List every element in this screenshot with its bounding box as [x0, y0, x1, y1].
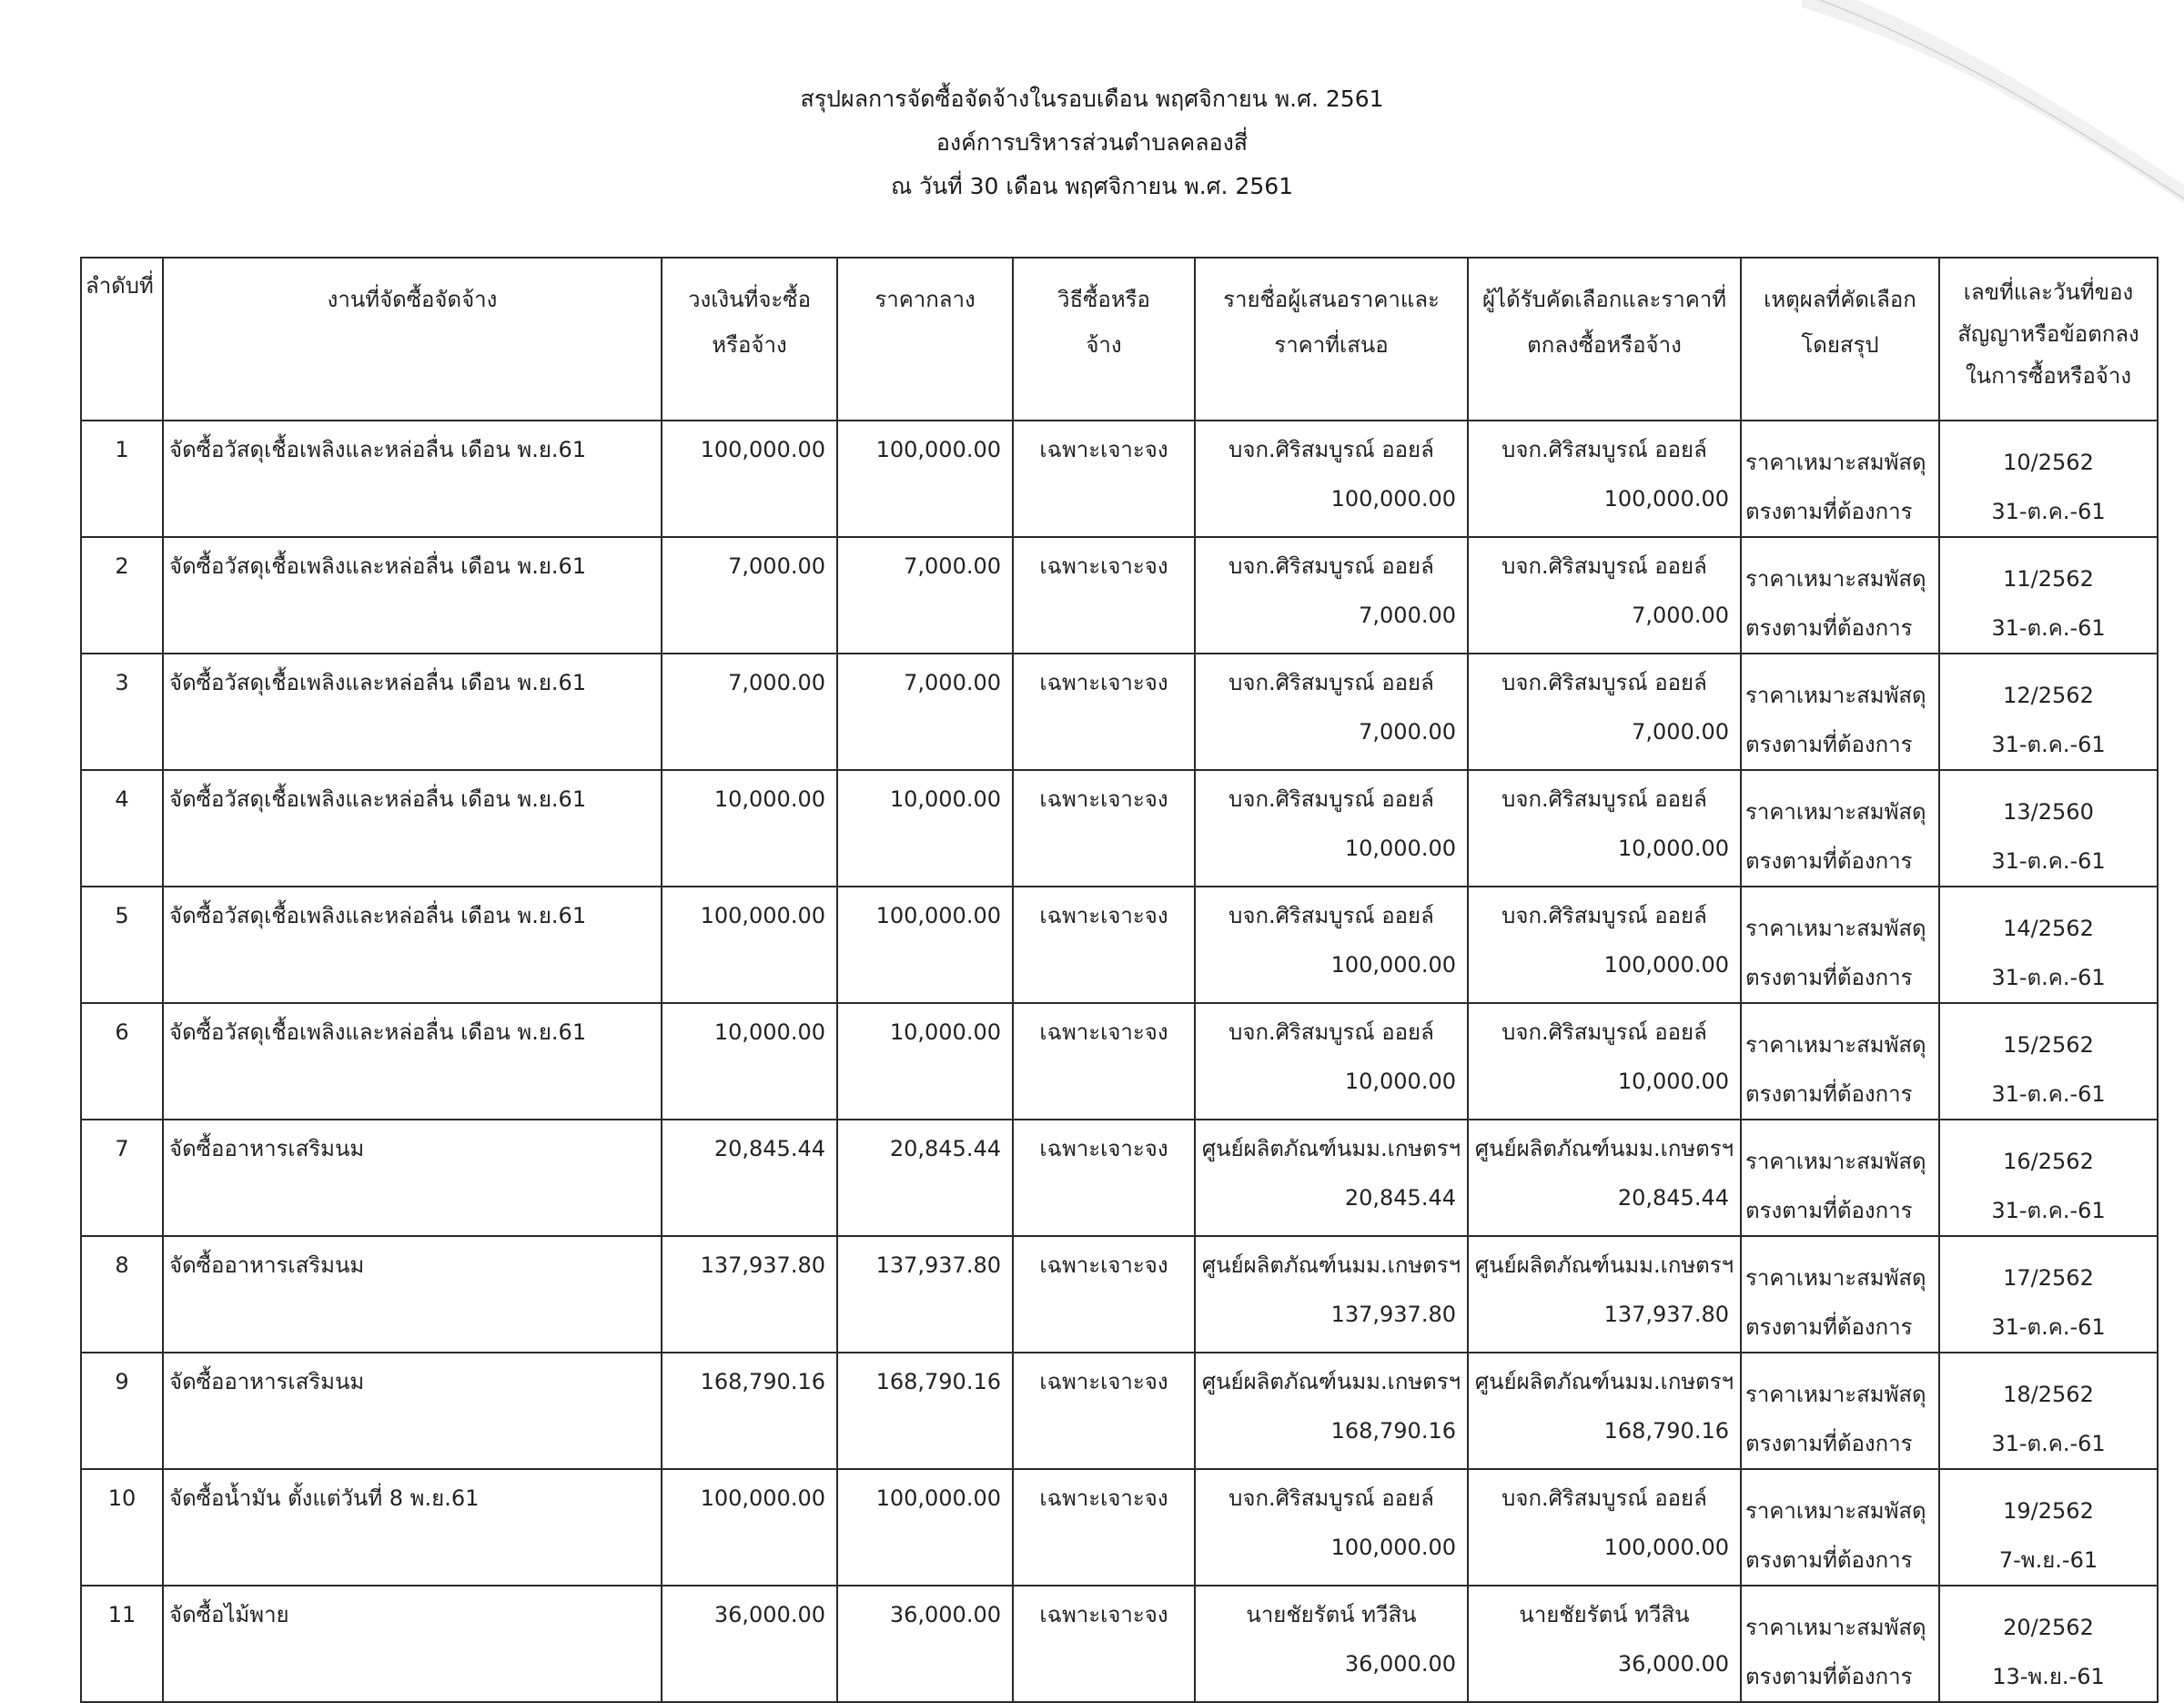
- winner-name: ศูนย์ผลิตภัณฑ์นมม.เกษตรฯ: [1474, 1252, 1734, 1278]
- contract-number: 14/2562: [2003, 916, 2094, 941]
- reason-line1: ราคาเหมาะสมพัสดุ: [1745, 1382, 1926, 1407]
- cell-contract: [1939, 1120, 2158, 1236]
- cell-no: 9: [81, 1353, 163, 1469]
- reason-line1: ราคาเหมาะสมพัสดุ: [1745, 1032, 1926, 1058]
- winner-name: ศูนย์ผลิตภัณฑ์นมม.เกษตรฯ: [1474, 1369, 1734, 1394]
- cell-reason: [1741, 654, 1939, 770]
- bidder-price: 100,000.00: [1330, 952, 1456, 978]
- cell-method: เฉพาะเจาะจง: [1013, 887, 1195, 1003]
- cell-reason: [1741, 1236, 1939, 1353]
- bidder-name: บจก.ศิริสมบูรณ์ ออยล์: [1228, 903, 1434, 928]
- cell-winner: [1468, 1586, 1741, 1702]
- col-header-no: ลำดับที่: [81, 258, 163, 421]
- report-title: สรุปผลการจัดซื้อจัดจ้างในรอบเดือน พฤศจิกายน พ.ศ. 2561: [800, 86, 1384, 112]
- cell-median-price: 100,000.00: [837, 887, 1013, 1003]
- winner-price: 20,845.44: [1617, 1185, 1729, 1211]
- cell-bidder: [1195, 1469, 1468, 1586]
- bidder-name: ศูนย์ผลิตภัณฑ์นมม.เกษตรฯ: [1201, 1369, 1461, 1394]
- procurement-table: [80, 257, 2159, 1703]
- bidder-name: บจก.ศิริสมบูรณ์ ออยล์: [1228, 786, 1434, 812]
- contract-number: 19/2562: [2003, 1498, 2094, 1524]
- col-header-reason: เหตุผลที่คัดเลือก โดยสรุป: [1741, 258, 1939, 421]
- table-header-row: [81, 258, 2158, 421]
- cell-task: จัดซื้อวัสดุเชื้อเพลิงและหล่อลื่น เดือน พ.ย.61: [163, 770, 662, 887]
- bidder-name: บจก.ศิริสมบูรณ์ ออยล์: [1228, 1019, 1434, 1045]
- cell-bidder: [1195, 1120, 1468, 1236]
- cell-budget: 100,000.00: [662, 421, 837, 537]
- cell-method: เฉพาะเจาะจง: [1013, 770, 1195, 887]
- cell-budget: 100,000.00: [662, 887, 837, 1003]
- cell-task: จัดซื้อวัสดุเชื้อเพลิงและหล่อลื่น เดือน พ.ย.61: [163, 887, 662, 1003]
- cell-task: จัดซื้อน้ำมัน ตั้งแต่วันที่ 8 พ.ย.61: [163, 1469, 662, 1586]
- cell-budget: 36,000.00: [662, 1586, 837, 1702]
- bidder-price: 10,000.00: [1344, 836, 1456, 861]
- bidder-price: 100,000.00: [1330, 486, 1456, 512]
- contract-date: 31-ต.ค.-61: [1991, 1431, 2106, 1456]
- cell-task: จัดซื้ออาหารเสริมนม: [163, 1353, 662, 1469]
- cell-task: จัดซื้ออาหารเสริมนม: [163, 1120, 662, 1236]
- table-body: [81, 421, 2158, 1702]
- cell-no: 2: [81, 537, 163, 654]
- cell-no: 10: [81, 1469, 163, 1586]
- cell-winner: [1468, 1353, 1741, 1469]
- cell-bidder: [1195, 421, 1468, 537]
- col-header-budget: วงเงินที่จะซื้อ หรือจ้าง: [662, 258, 837, 421]
- cell-budget: 100,000.00: [662, 1469, 837, 1586]
- reason-line2: ตรงตามที่ต้องการ: [1745, 1198, 1913, 1223]
- winner-name: บจก.ศิริสมบูรณ์ ออยล์: [1502, 1485, 1707, 1511]
- bidder-price: 10,000.00: [1344, 1069, 1456, 1094]
- contract-number: 20/2562: [2003, 1615, 2094, 1640]
- cell-contract: [1939, 654, 2158, 770]
- cell-reason: [1741, 1003, 1939, 1120]
- reason-line2: ตรงตามที่ต้องการ: [1745, 1664, 1913, 1689]
- cell-bidder: [1195, 1353, 1468, 1469]
- winner-price: 100,000.00: [1603, 486, 1729, 512]
- cell-no: 6: [81, 1003, 163, 1120]
- reason-line1: ราคาเหมาะสมพัสดุ: [1745, 1265, 1926, 1291]
- cell-median-price: 100,000.00: [837, 421, 1013, 537]
- document-header: [0, 84, 2184, 215]
- winner-price: 100,000.00: [1603, 1535, 1729, 1560]
- bidder-price: 168,790.16: [1330, 1418, 1456, 1444]
- cell-budget: 10,000.00: [662, 1003, 837, 1120]
- bidder-name: บจก.ศิริสมบูรณ์ ออยล์: [1228, 670, 1434, 695]
- table-row: [81, 537, 2158, 654]
- cell-method: เฉพาะเจาะจง: [1013, 421, 1195, 537]
- cell-reason: [1741, 1120, 1939, 1236]
- reason-line2: ตรงตามที่ต้องการ: [1745, 848, 1913, 874]
- cell-method: เฉพาะเจาะจง: [1013, 537, 1195, 654]
- winner-name: บจก.ศิริสมบูรณ์ ออยล์: [1502, 1019, 1707, 1045]
- cell-bidder: [1195, 887, 1468, 1003]
- cell-method: เฉพาะเจาะจง: [1013, 1469, 1195, 1586]
- cell-reason: [1741, 537, 1939, 654]
- winner-name: บจก.ศิริสมบูรณ์ ออยล์: [1502, 786, 1707, 812]
- winner-price: 7,000.00: [1632, 603, 1729, 628]
- col-header-median-price: ราคากลาง: [837, 258, 1013, 421]
- cell-median-price: 20,845.44: [837, 1120, 1013, 1236]
- cell-no: 7: [81, 1120, 163, 1236]
- reason-line1: ราคาเหมาะสมพัสดุ: [1745, 450, 1926, 475]
- cell-reason: [1741, 887, 1939, 1003]
- contract-number: 12/2562: [2003, 683, 2094, 708]
- reason-line1: ราคาเหมาะสมพัสดุ: [1745, 1615, 1926, 1640]
- table-row: [81, 1120, 2158, 1236]
- contract-date: 31-ต.ค.-61: [1991, 848, 2106, 874]
- winner-price: 168,790.16: [1603, 1418, 1729, 1444]
- contract-number: 17/2562: [2003, 1265, 2094, 1291]
- bidder-price: 20,845.44: [1344, 1185, 1456, 1211]
- cell-budget: 20,845.44: [662, 1120, 837, 1236]
- cell-bidder: [1195, 1586, 1468, 1702]
- contract-date: 31-ต.ค.-61: [1991, 732, 2106, 757]
- cell-no: 5: [81, 887, 163, 1003]
- cell-bidder: [1195, 1003, 1468, 1120]
- bidder-price: 100,000.00: [1330, 1535, 1456, 1560]
- cell-no: 1: [81, 421, 163, 537]
- col-header-winner: ผู้ได้รับคัดเลือกและราคาที่ ตกลงซื้อหรือจ้าง: [1468, 258, 1741, 421]
- cell-budget: 10,000.00: [662, 770, 837, 887]
- cell-method: เฉพาะเจาะจง: [1013, 1353, 1195, 1469]
- bidder-name: นายชัยรัตน์ ทวีสิน: [1246, 1602, 1417, 1627]
- contract-number: 15/2562: [2003, 1032, 2094, 1058]
- cell-median-price: 100,000.00: [837, 1469, 1013, 1586]
- cell-median-price: 168,790.16: [837, 1353, 1013, 1469]
- cell-winner: [1468, 537, 1741, 654]
- bidder-name: บจก.ศิริสมบูรณ์ ออยล์: [1228, 1485, 1434, 1511]
- cell-contract: [1939, 1353, 2158, 1469]
- cell-budget: 137,937.80: [662, 1236, 837, 1353]
- organization-name: องค์การบริหารส่วนตำบลคลองสี่: [935, 129, 1249, 156]
- cell-budget: 168,790.16: [662, 1353, 837, 1469]
- winner-price: 10,000.00: [1617, 836, 1729, 861]
- winner-name: บจก.ศิริสมบูรณ์ ออยล์: [1502, 553, 1707, 579]
- bidder-price: 7,000.00: [1359, 719, 1456, 745]
- reason-line1: ราคาเหมาะสมพัสดุ: [1745, 799, 1926, 825]
- cell-bidder: [1195, 770, 1468, 887]
- cell-contract: [1939, 1236, 2158, 1353]
- cell-winner: [1468, 421, 1741, 537]
- bidder-price: 137,937.80: [1330, 1302, 1456, 1327]
- table-row: [81, 770, 2158, 887]
- reason-line2: ตรงตามที่ต้องการ: [1745, 499, 1913, 524]
- cell-reason: [1741, 1353, 1939, 1469]
- cell-winner: [1468, 1236, 1741, 1353]
- table-row: [81, 1236, 2158, 1353]
- cell-method: เฉพาะเจาะจง: [1013, 654, 1195, 770]
- cell-method: เฉพาะเจาะจง: [1013, 1003, 1195, 1120]
- reason-line1: ราคาเหมาะสมพัสดุ: [1745, 566, 1926, 592]
- winner-price: 36,000.00: [1617, 1651, 1729, 1677]
- reason-line2: ตรงตามที่ต้องการ: [1745, 965, 1913, 990]
- contract-date: 7-พ.ย.-61: [1998, 1547, 2098, 1573]
- table-row: [81, 1353, 2158, 1469]
- cell-contract: [1939, 1003, 2158, 1120]
- col-header-contract: เลขที่และวันที่ของ สัญญาหรือข้อตกลง ในการซื้อหรือจ้าง: [1939, 258, 2158, 421]
- table-row: [81, 1469, 2158, 1586]
- col-header-task: งานที่จัดซื้อจัดจ้าง: [163, 258, 662, 421]
- bidder-price: 36,000.00: [1344, 1651, 1456, 1677]
- cell-median-price: 10,000.00: [837, 770, 1013, 887]
- winner-name: บจก.ศิริสมบูรณ์ ออยล์: [1502, 437, 1707, 462]
- reason-line1: ราคาเหมาะสมพัสดุ: [1745, 1498, 1926, 1524]
- bidder-name: บจก.ศิริสมบูรณ์ ออยล์: [1228, 437, 1434, 462]
- cell-winner: [1468, 887, 1741, 1003]
- reason-line2: ตรงตามที่ต้องการ: [1745, 615, 1913, 641]
- cell-budget: 7,000.00: [662, 537, 837, 654]
- cell-contract: [1939, 887, 2158, 1003]
- reason-line1: ราคาเหมาะสมพัสดุ: [1745, 1149, 1926, 1174]
- table-row: [81, 887, 2158, 1003]
- contract-number: 13/2560: [2003, 799, 2094, 825]
- cell-contract: [1939, 421, 2158, 537]
- bidder-name: ศูนย์ผลิตภัณฑ์นมม.เกษตรฯ: [1201, 1252, 1461, 1278]
- cell-bidder: [1195, 1236, 1468, 1353]
- report-date: ณ วันที่ 30 เดือน พฤศจิกายน พ.ศ. 2561: [890, 173, 1294, 199]
- cell-bidder: [1195, 537, 1468, 654]
- reason-line2: ตรงตามที่ต้องการ: [1745, 1081, 1913, 1107]
- winner-name: นายชัยรัตน์ ทวีสิน: [1519, 1602, 1690, 1627]
- contract-date: 31-ต.ค.-61: [1991, 1081, 2106, 1107]
- bidder-name: ศูนย์ผลิตภัณฑ์นมม.เกษตรฯ: [1201, 1136, 1461, 1161]
- contract-number: 11/2562: [2003, 566, 2094, 592]
- cell-median-price: 36,000.00: [837, 1586, 1013, 1702]
- reason-line1: ราคาเหมาะสมพัสดุ: [1745, 683, 1926, 708]
- contract-number: 16/2562: [2003, 1149, 2094, 1174]
- cell-method: เฉพาะเจาะจง: [1013, 1586, 1195, 1702]
- table-row: [81, 421, 2158, 537]
- winner-price: 137,937.80: [1603, 1302, 1729, 1327]
- col-header-bidders: รายชื่อผู้เสนอราคาและ ราคาที่เสนอ: [1195, 258, 1468, 421]
- bidder-name: บจก.ศิริสมบูรณ์ ออยล์: [1228, 553, 1434, 579]
- cell-winner: [1468, 770, 1741, 887]
- cell-method: เฉพาะเจาะจง: [1013, 1236, 1195, 1353]
- contract-number: 10/2562: [2003, 450, 2094, 475]
- cell-contract: [1939, 1469, 2158, 1586]
- winner-price: 100,000.00: [1603, 952, 1729, 978]
- winner-name: บจก.ศิริสมบูรณ์ ออยล์: [1502, 670, 1707, 695]
- contract-number: 18/2562: [2003, 1382, 2094, 1407]
- cell-winner: [1468, 1120, 1741, 1236]
- table-row: [81, 1003, 2158, 1120]
- cell-median-price: 7,000.00: [837, 654, 1013, 770]
- reason-line2: ตรงตามที่ต้องการ: [1745, 1547, 1913, 1573]
- reason-line2: ตรงตามที่ต้องการ: [1745, 732, 1913, 757]
- bidder-price: 7,000.00: [1359, 603, 1456, 628]
- winner-name: บจก.ศิริสมบูรณ์ ออยล์: [1502, 903, 1707, 928]
- cell-median-price: 10,000.00: [837, 1003, 1013, 1120]
- cell-task: จัดซื้อวัสดุเชื้อเพลิงและหล่อลื่น เดือน พ.ย.61: [163, 1003, 662, 1120]
- reason-line2: ตรงตามที่ต้องการ: [1745, 1431, 1913, 1456]
- table-row: [81, 654, 2158, 770]
- cell-reason: [1741, 1469, 1939, 1586]
- contract-date: 31-ต.ค.-61: [1991, 965, 2106, 990]
- cell-no: 3: [81, 654, 163, 770]
- cell-task: จัดซื้อวัสดุเชื้อเพลิงและหล่อลื่น เดือน พ.ย.61: [163, 654, 662, 770]
- cell-winner: [1468, 1003, 1741, 1120]
- cell-no: 8: [81, 1236, 163, 1353]
- cell-no: 11: [81, 1586, 163, 1702]
- contract-date: 31-ต.ค.-61: [1991, 615, 2106, 641]
- cell-reason: [1741, 421, 1939, 537]
- contract-date: 31-ต.ค.-61: [1991, 499, 2106, 524]
- cell-task: จัดซื้อวัสดุเชื้อเพลิงและหล่อลื่น เดือน พ.ย.61: [163, 537, 662, 654]
- cell-method: เฉพาะเจาะจง: [1013, 1120, 1195, 1236]
- cell-contract: [1939, 1586, 2158, 1702]
- table-row: [81, 1586, 2158, 1702]
- reason-line2: ตรงตามที่ต้องการ: [1745, 1314, 1913, 1340]
- cell-reason: [1741, 770, 1939, 887]
- winner-price: 10,000.00: [1617, 1069, 1729, 1094]
- contract-date: 31-ต.ค.-61: [1991, 1314, 2106, 1340]
- cell-median-price: 137,937.80: [837, 1236, 1013, 1353]
- cell-winner: [1468, 1469, 1741, 1586]
- cell-task: จัดซื้ออาหารเสริมนม: [163, 1236, 662, 1353]
- cell-contract: [1939, 770, 2158, 887]
- reason-line1: ราคาเหมาะสมพัสดุ: [1745, 916, 1926, 941]
- cell-no: 4: [81, 770, 163, 887]
- winner-name: ศูนย์ผลิตภัณฑ์นมม.เกษตรฯ: [1474, 1136, 1734, 1161]
- cell-contract: [1939, 537, 2158, 654]
- cell-budget: 7,000.00: [662, 654, 837, 770]
- cell-winner: [1468, 654, 1741, 770]
- cell-task: จัดซื้อวัสดุเชื้อเพลิงและหล่อลื่น เดือน พ.ย.61: [163, 421, 662, 537]
- cell-task: จัดซื้อไม้พาย: [163, 1586, 662, 1702]
- cell-median-price: 7,000.00: [837, 537, 1013, 654]
- cell-bidder: [1195, 654, 1468, 770]
- cell-reason: [1741, 1586, 1939, 1702]
- contract-date: 31-ต.ค.-61: [1991, 1198, 2106, 1223]
- col-header-method: วิธีซื้อหรือ จ้าง: [1013, 258, 1195, 421]
- contract-date: 13-พ.ย.-61: [1992, 1664, 2105, 1689]
- winner-price: 7,000.00: [1632, 719, 1729, 745]
